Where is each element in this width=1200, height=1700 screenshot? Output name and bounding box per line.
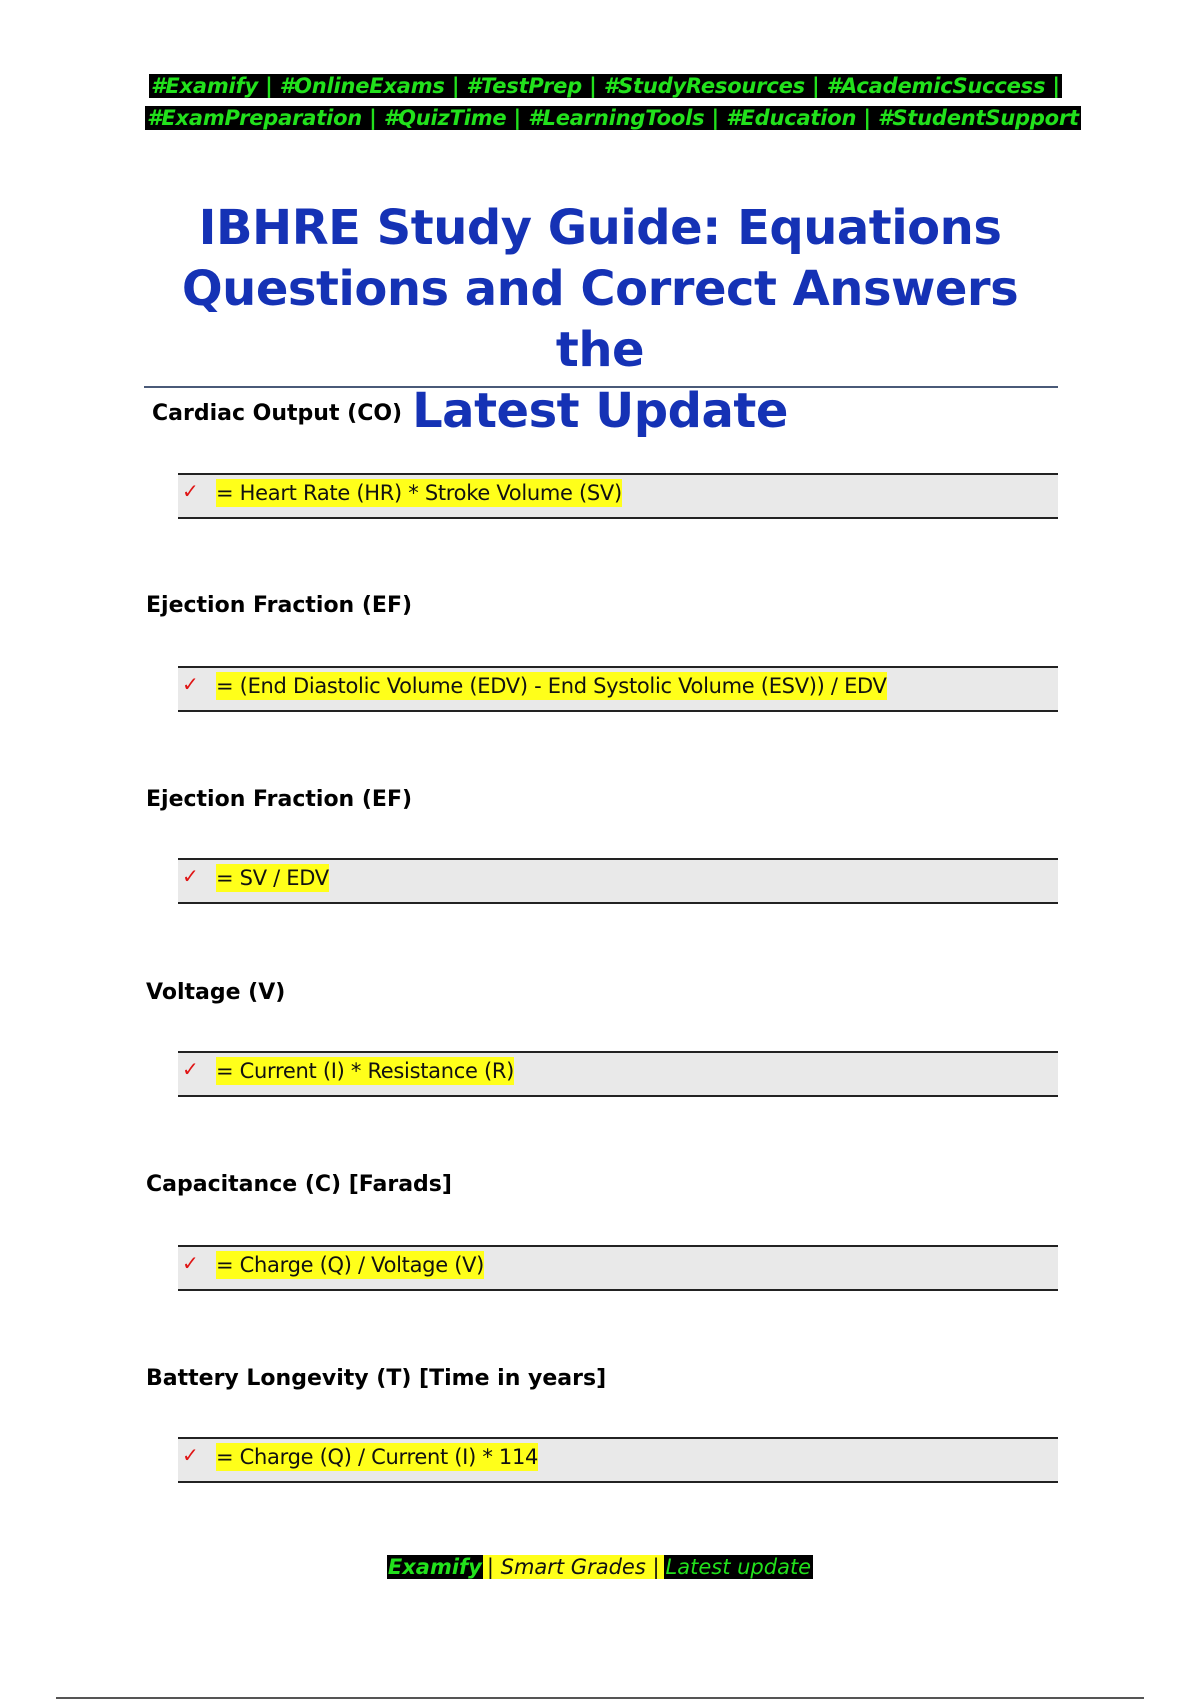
- footer-middle: | Smart Grades |: [483, 1555, 664, 1579]
- answer-text: = (End Diastolic Volume (EDV) - End Systolic Volume (ESV)) / EDV: [216, 674, 887, 698]
- title-line-2: Questions and Correct Answers the: [181, 261, 1019, 378]
- question-label: Capacitance (C) [Farads]: [146, 1172, 452, 1197]
- checkmark-icon: ✓: [182, 672, 199, 696]
- hashtag-header: [145, 70, 1079, 134]
- checkmark-icon: ✓: [182, 1443, 199, 1467]
- question-label: Voltage (V): [146, 980, 286, 1005]
- answer-box: [178, 1437, 1058, 1483]
- title-divider: [144, 386, 1058, 388]
- question-label: Battery Longevity (T) [Time in years]: [146, 1366, 607, 1391]
- bottom-divider: [56, 1697, 1144, 1699]
- question-label: Cardiac Output (CO): [152, 401, 403, 426]
- answer-box: [178, 858, 1058, 904]
- hashtag-line-2: #ExamPreparation | #QuizTime | #LearningTools | #Education | #StudentSupport: [147, 106, 1079, 130]
- footer-latest-update: Latest update: [665, 1555, 812, 1579]
- checkmark-icon: ✓: [182, 479, 199, 503]
- answer-box: [178, 473, 1058, 519]
- footer: [0, 1553, 1200, 1581]
- answer-text: = Charge (Q) / Voltage (V): [216, 1253, 485, 1277]
- checkmark-icon: ✓: [182, 1057, 199, 1081]
- checkmark-icon: ✓: [182, 864, 199, 888]
- title-line-1: IBHRE Study Guide: Equations: [198, 200, 1002, 256]
- hashtag-line-1: #Examify | #OnlineExams | #TestPrep | #StudyResources | #AcademicSuccess |: [151, 74, 1060, 98]
- title-line-3: Latest Update: [412, 383, 788, 439]
- answer-box: [178, 1245, 1058, 1291]
- question-label: Ejection Fraction (EF): [146, 593, 413, 618]
- answer-box: [178, 666, 1058, 712]
- footer-brand: Examify: [387, 1555, 482, 1579]
- answer-text: = Heart Rate (HR) * Stroke Volume (SV): [216, 481, 622, 505]
- answer-text: = Charge (Q) / Current (I) * 114: [216, 1445, 539, 1469]
- answer-text: = SV / EDV: [216, 866, 329, 890]
- answer-box: [178, 1051, 1058, 1097]
- question-label: Ejection Fraction (EF): [146, 787, 413, 812]
- answer-text: = Current (I) * Resistance (R): [216, 1059, 515, 1083]
- checkmark-icon: ✓: [182, 1251, 199, 1275]
